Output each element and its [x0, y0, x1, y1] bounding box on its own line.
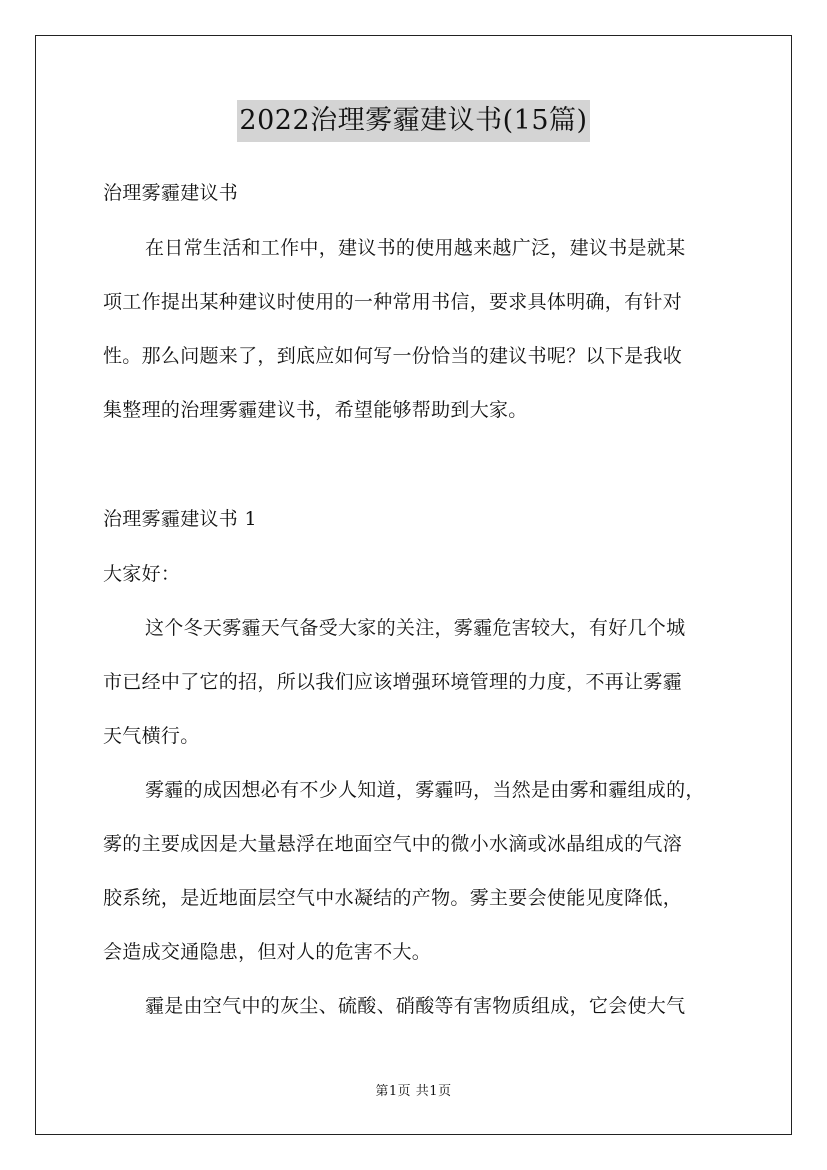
paragraph-line: 这个冬天雾霾天气备受大家的关注，雾霾危害较大，有好几个城	[145, 617, 686, 639]
title-container	[0, 100, 827, 142]
intro-line: 性。那么问题来了，到底应如何写一份恰当的建议书呢？以下是我收	[103, 345, 683, 367]
document-title: 2022治理雾霾建议书(15篇)	[237, 100, 589, 142]
greeting: 大家好：	[103, 563, 181, 585]
paragraph-line: 市已经中了它的招，所以我们应该增强环境管理的力度，不再让雾霾	[103, 671, 683, 693]
page-footer: 第1页 共1页	[375, 1084, 452, 1099]
intro-line: 项工作提出某种建议时使用的一种常用书信，要求具体明确，有针对	[103, 291, 683, 313]
paragraph-line: 雾的主要成因是大量悬浮在地面空气中的微小水滴或冰晶组成的气溶	[103, 833, 683, 855]
intro-heading: 治理雾霾建议书	[103, 182, 239, 204]
paragraph-line: 会造成交通隐患，但对人的危害不大。	[103, 941, 432, 963]
paragraph-line: 天气横行。	[103, 725, 200, 747]
section-heading: 治理雾霾建议书 1	[103, 508, 257, 530]
paragraph-line: 胶系统，是近地面层空气中水凝结的产物。雾主要会使能见度降低，	[103, 887, 683, 909]
intro-line: 在日常生活和工作中，建议书的使用越来越广泛，建议书是就某	[145, 237, 686, 259]
intro-line: 集整理的治理雾霾建议书，希望能够帮助到大家。	[103, 399, 528, 421]
paragraph-line: 霾是由空气中的灰尘、硫酸、硝酸等有害物质组成，它会使大气	[145, 995, 686, 1017]
paragraph-line: 雾霾的成因想必有不少人知道，雾霾吗，当然是由雾和霾组成的，	[145, 779, 705, 801]
